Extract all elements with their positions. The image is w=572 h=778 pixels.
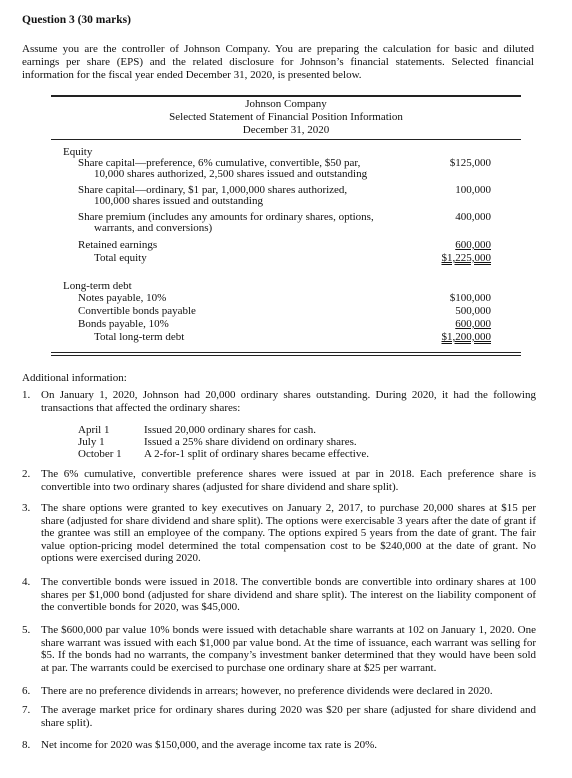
- equity-row-label-cont: 100,000 shares issued and outstanding: [94, 195, 263, 207]
- equity-row-amount: 100,000: [455, 184, 491, 196]
- debt-row-amount: $100,000: [449, 292, 491, 304]
- equity-row-amount: 600,000: [455, 239, 491, 251]
- total-equity-label: Total equity: [94, 252, 147, 264]
- item-text: The $600,000 par value 10% bonds were issued with detachable share warrants at 102 on January 1, 2020. One share warrant was issued with each $1,000 par value bond. At the time of issuance, each warrant was selling for $5. If the bonds had no warrants, the company’s investment banker determined that they would have been sold at par. The warrants could be exercised to purchase one ordinary share at $25 per warrant.: [41, 624, 536, 674]
- total-debt-amount: $1,200,000: [441, 331, 491, 343]
- equity-row-amount: $125,000: [449, 157, 491, 169]
- table-top-rule: [51, 95, 521, 97]
- item-text: The average market price for ordinary shares during 2020 was $20 per share (adjusted for share dividend and share split).: [41, 704, 536, 729]
- total-debt-label: Total long-term debt: [94, 331, 185, 343]
- equity-row-label: Share premium (includes any amounts for ordinary shares, options,: [78, 211, 374, 223]
- equity-row-amount: 400,000: [455, 211, 491, 223]
- debt-row-amount: 600,000: [455, 318, 491, 330]
- item-text: There are no preference dividends in arrears; however, no preference dividends were declared in 2020.: [41, 685, 493, 697]
- transaction-date: July 1: [78, 436, 105, 448]
- item-number: 7.: [22, 704, 31, 716]
- debt-row-label: Notes payable, 10%: [78, 292, 167, 304]
- item-number: 5.: [22, 624, 31, 636]
- item-number: 3.: [22, 502, 31, 514]
- item-text: The share options were granted to key executives on January 2, 2017, to purchase 20,000 shares at $15 per share (adjusted for share dividend and share split). The options were exercisable 3 years after the date of grant if the grantee was still an employee of the company. The options expired 5 years from the date of grant. The fair value option-pricing model determined the total compensation cost to be $240,000 at the date of grant. No options were exercised during 2020.: [41, 502, 536, 564]
- equity-row-label: Share capital—preference, 6% cumulative, convertible, $50 par,: [78, 157, 361, 169]
- table-header-rule: [51, 139, 521, 140]
- question-heading: Question 3 (30 marks): [22, 14, 131, 26]
- equity-row-label: Retained earnings: [78, 239, 158, 251]
- statement-company: Johnson Company: [245, 98, 327, 110]
- equity-heading: Equity: [63, 146, 93, 158]
- item-number: 8.: [22, 739, 31, 751]
- transaction-date: October 1: [78, 448, 122, 460]
- transaction-desc: Issued 20,000 ordinary shares for cash.: [144, 424, 316, 436]
- debt-row-amount: 500,000: [455, 305, 491, 317]
- statement-date: December 31, 2020: [242, 124, 330, 136]
- transaction-desc: Issued a 25% share dividend on ordinary shares.: [144, 436, 357, 448]
- additional-heading: Additional information:: [22, 372, 127, 384]
- transaction-date: April 1: [78, 424, 110, 436]
- table-bottom-rule: [51, 352, 521, 353]
- total-equity-amount: $1,225,000: [441, 252, 491, 264]
- transaction-desc: A 2-for-1 split of ordinary shares became effective.: [144, 448, 369, 460]
- debt-row-label: Bonds payable, 10%: [78, 318, 169, 330]
- item-number: 6.: [22, 685, 31, 697]
- equity-row-label: Share capital—ordinary, $1 par, 1,000,000 shares authorized,: [78, 184, 348, 196]
- item-text: Net income for 2020 was $150,000, and the average income tax rate is 20%.: [41, 739, 378, 751]
- debt-row-label: Convertible bonds payable: [78, 305, 196, 317]
- equity-row-label-cont: 10,000 shares authorized, 2,500 shares issued and outstanding: [94, 168, 368, 180]
- statement-title: Selected Statement of Financial Position Information: [169, 111, 403, 123]
- item-number: 1.: [22, 389, 31, 401]
- debt-heading: Long-term debt: [63, 280, 132, 292]
- table-bottom-rule: [51, 355, 521, 356]
- item-text: On January 1, 2020, Johnson had 20,000 ordinary shares outstanding. During 2020, it had the following transactions that affected the ordinary shares:: [41, 389, 536, 414]
- item-number: 4.: [22, 576, 31, 588]
- intro-paragraph: Assume you are the controller of Johnson Company. You are preparing the calculation for basic and diluted earnings per share (EPS) and the related disclosure for Johnson’s financial statements. Selected financial information for the fiscal year ended December 31, 2020, is presented below.: [22, 43, 534, 81]
- item-text: The convertible bonds were issued in 2018. The convertible bonds are convertible into ordinary shares at 100 shares per $1,000 bond (adjusted for share dividend and share split). The interest on the liability component of the convertible bonds for 2020, was $45,000.: [41, 576, 536, 613]
- item-text: The 6% cumulative, convertible preference shares were issued at par in 2018. Each preference share is convertible into two ordinary shares (adjusted for share dividend and share split).: [41, 468, 536, 493]
- item-number: 2.: [22, 468, 31, 480]
- equity-row-label-cont: warrants, and conversions): [94, 222, 213, 234]
